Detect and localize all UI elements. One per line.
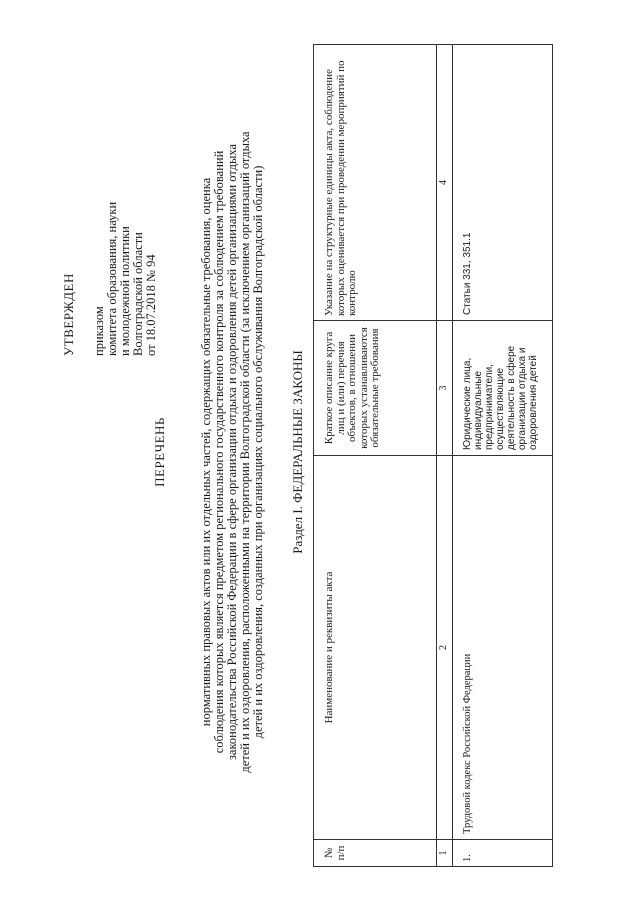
- row-num: 1.: [453, 840, 553, 867]
- column-number: 3: [437, 321, 453, 456]
- document-title: ПЕРЕЧЕНЬ: [152, 417, 167, 487]
- rotated-document-sheet: [0, 12, 640, 892]
- column-number-row: [437, 45, 453, 867]
- header-subjects: Краткое описание круга лиц и (или) перечня объектов, в отношении которых устанавливаются обязательные требования: [314, 321, 437, 456]
- subtitle-line: законодательства Российской Федерации в сфере организации отдыха и оздоровления детей организациями отдыха: [225, 143, 239, 761]
- subtitle-line: соблюдения которых является предметом регионального государственного контроля за соблюдением требований: [212, 150, 226, 754]
- approval-block: [62, 202, 158, 356]
- row-parts: Статьи 331, 351.1: [453, 45, 553, 321]
- approval-line: от 18.07.2018 № 94: [144, 254, 158, 356]
- subtitle-line: нормативных правовых актов или их отдельных частей, содержащих обязательные требования, оценка: [199, 177, 213, 727]
- header-name: Наименование и реквизиты акта: [314, 456, 437, 840]
- acts-table: [313, 44, 553, 867]
- column-number: 2: [437, 456, 453, 840]
- row-subjects: Юридические лица, индивидуальные предприниматели, осуществляющие деятельность в сфере организации отдыха и оздоровления детей: [453, 321, 553, 456]
- approval-line: и молодежной политики: [118, 226, 132, 356]
- column-number: 1: [437, 840, 453, 867]
- approval-line: комитета образования, науки: [105, 201, 119, 356]
- approval-line: приказом: [92, 306, 106, 356]
- approval-title: УТВЕРЖДЕН: [61, 273, 76, 356]
- table-header-row: [314, 45, 437, 867]
- table-row: [453, 45, 553, 867]
- subtitle-line: детей и их оздоровления, созданных при организациях социального обслуживания Волгоградской области): [251, 165, 265, 739]
- approval-line: Волгоградской области: [131, 232, 145, 356]
- row-name: Трудовой кодекс Российской Федерации: [453, 456, 553, 840]
- column-number: 4: [437, 45, 453, 321]
- header-num: № п/п: [314, 840, 437, 867]
- document-subtitle: [200, 12, 265, 892]
- header-parts: Указание на структурные единицы акта, соблюдение которых оценивается при проведении мероприятий по контролю: [314, 45, 437, 321]
- subtitle-line: детей и их оздоровления, расположенными на территории Волгоградской области (за исключением организаций отдыха: [238, 131, 252, 773]
- section-heading: Раздел I. ФЕДЕРАЛЬНЫЕ ЗАКОНЫ: [290, 350, 305, 554]
